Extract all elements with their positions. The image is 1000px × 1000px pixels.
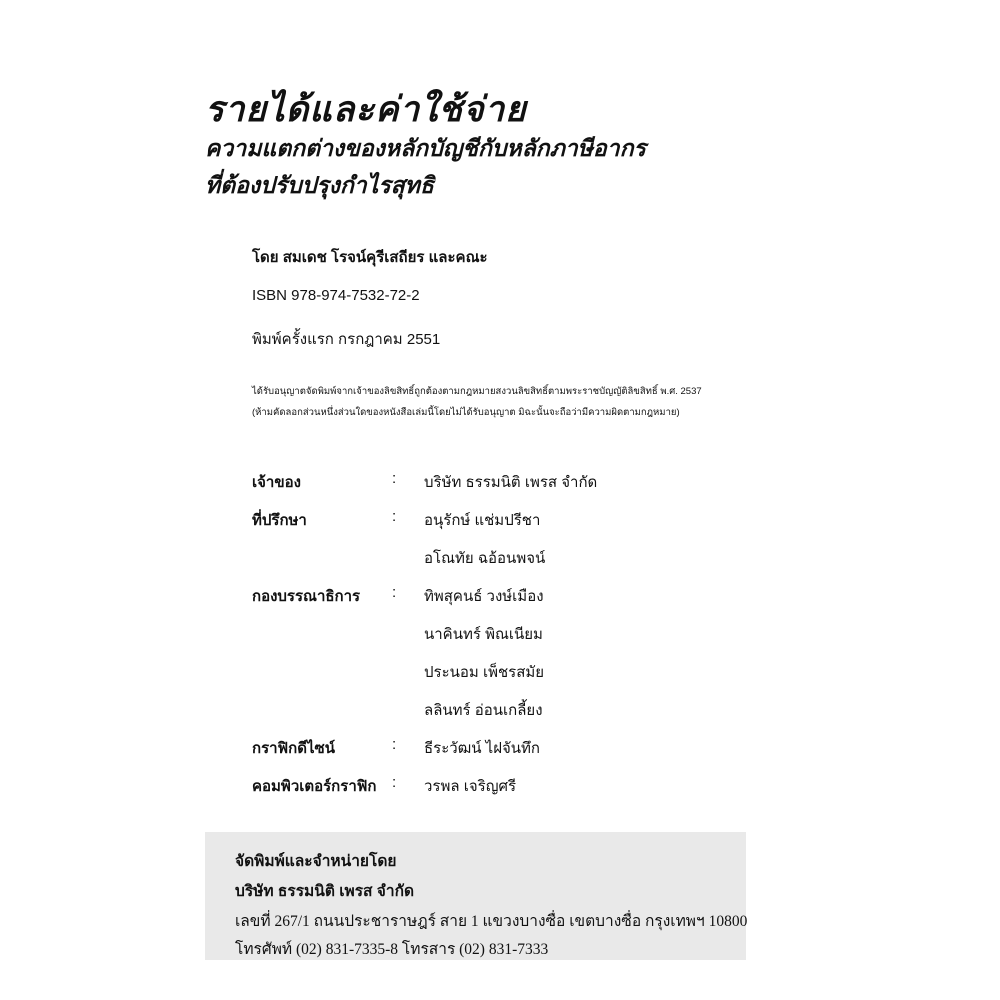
- credit-colon: :: [392, 584, 397, 601]
- copyright-notice-line2: (ห้ามคัดลอกส่วนหนึ่งส่วนใดของหนังสือเล่มนี้โดยไม่ได้รับอนุญาต มิฉะนั้นจะถือว่ามีความผิดตามกฎหมาย): [252, 407, 680, 418]
- credit-row-computer-graphic: [252, 774, 732, 812]
- publisher-box: [205, 832, 746, 960]
- copyright-notice-line1: ได้รับอนุญาตจัดพิมพ์จากเจ้าของลิขสิทธิ์ถูกต้องตามกฎหมายสงวนลิขสิทธิ์ตามพระราชบัญญัติลิขสิทธิ์ พ.ศ. 2537: [252, 386, 702, 397]
- credit-row-owner: [252, 470, 732, 508]
- credit-colon: :: [392, 736, 397, 753]
- publisher-company: บริษัท ธรรมนิติ เพรส จำกัด: [235, 883, 415, 900]
- credit-row-editorial-4: [252, 698, 732, 736]
- credit-name: ทิพสุคนธ์ วงษ์เมือง: [424, 588, 544, 605]
- credit-name: บริษัท ธรรมนิติ เพรส จำกัด: [424, 474, 598, 491]
- publisher-phone: โทรศัพท์ (02) 831-7335-8 โทรสาร (02) 831-7333: [235, 941, 549, 958]
- credit-name: ธีระวัฒน์ ไฝจันทึก: [424, 740, 541, 757]
- credit-label: กราฟิกดีไซน์: [252, 740, 335, 757]
- credit-row-editorial: [252, 584, 732, 622]
- book-title: รายได้และค่าใช้จ่าย: [205, 90, 527, 130]
- book-subtitle-line2: ที่ต้องปรับปรุงกำไรสุทธิ: [205, 173, 434, 199]
- author-line: โดย สมเดช โรจน์คุรีเสถียร และคณะ: [252, 249, 488, 266]
- credit-colon: :: [392, 508, 397, 525]
- credit-colon: :: [392, 774, 397, 791]
- credit-name: อนุรักษ์ แช่มปรีชา: [424, 512, 541, 529]
- credit-row-advisor-2: [252, 546, 732, 584]
- credit-name: วรพล เจริญศรี: [424, 778, 517, 795]
- credit-label: ที่ปรึกษา: [252, 512, 307, 529]
- isbn-line: ISBN 978-974-7532-72-2: [252, 287, 420, 304]
- credit-label: คอมพิวเตอร์กราฟิก: [252, 778, 377, 795]
- credit-row-advisor: [252, 508, 732, 546]
- credit-name: นาคินทร์ พิณเนียม: [424, 626, 543, 643]
- credits-list: [252, 470, 732, 812]
- credit-row-graphic-design: [252, 736, 732, 774]
- credit-label: กองบรรณาธิการ: [252, 588, 361, 605]
- edition-line: พิมพ์ครั้งแรก กรกฎาคม 2551: [252, 331, 441, 348]
- book-subtitle-line1: ความแตกต่างของหลักบัญชีกับหลักภาษีอากร: [205, 136, 646, 162]
- credit-colon: :: [392, 470, 397, 487]
- credit-name: อโณทัย ฉอ้อนพจน์: [424, 550, 546, 567]
- credit-row-editorial-2: [252, 622, 732, 660]
- publisher-address: เลขที่ 267/1 ถนนประชาราษฎร์ สาย 1 แขวงบางซื่อ เขตบางซื่อ กรุงเทพฯ 10800: [235, 913, 748, 930]
- credit-name: ประนอม เพ็ชรสมัย: [424, 664, 545, 681]
- credit-row-editorial-3: [252, 660, 732, 698]
- publisher-heading: จัดพิมพ์และจำหน่ายโดย: [235, 853, 397, 870]
- credit-label: เจ้าของ: [252, 474, 301, 491]
- credit-name: ลลินทร์ อ่อนเกลี้ยง: [424, 702, 543, 719]
